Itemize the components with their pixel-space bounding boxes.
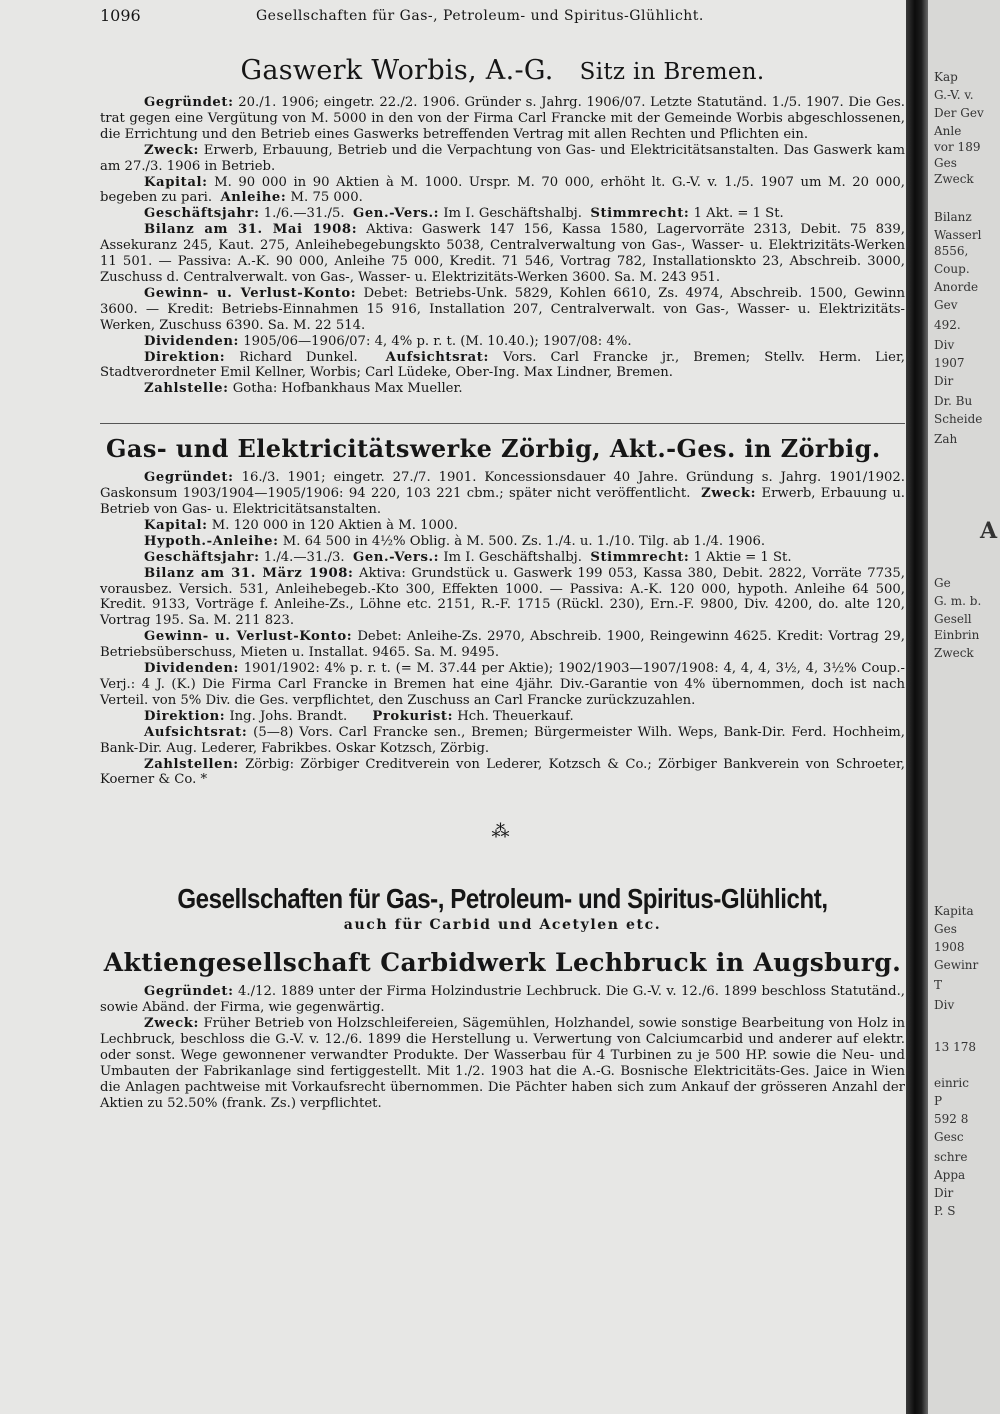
facing-page-text: T [934, 978, 943, 992]
facing-page-fragment [928, 0, 1000, 1414]
facing-page-text: vor 189 [934, 140, 981, 154]
ornament-divider: ⁂ [491, 821, 514, 843]
facing-page-text: Anle [934, 124, 962, 138]
facing-page-text: 13 178 [934, 1040, 976, 1054]
facing-page-text: Dir [934, 1186, 954, 1200]
entry-paragraph: Gegründet: 20./1. 1906; eingetr. 22./2. 1906. Gründer s. Jahrg. 1906/07. Letzte Statutänd. 1./5. 1907. Die Ges. trat gegen eine Vergütung von M. 5000 in den von der Firma Carl Francke mit der Gemeinde Worbis abgeschlossenen, die Errichtung und den Betrieb eines Gaswerks betreffenden Vertrag mit allen Rechten und Pflichten ein. [100, 95, 905, 142]
facing-page-text: Coup. [934, 262, 970, 276]
facing-page-text: 8556, [934, 244, 969, 258]
entry-paragraph: Hypoth.-Anleihe: M. 64 500 in 4½% Oblig. à M. 500. Zs. 1./4. u. 1./10. Tilg. ab 1./4. 1906. [144, 533, 766, 549]
facing-page-text: Dir [934, 374, 954, 388]
facing-page-text: Ges [934, 922, 957, 936]
page-content [100, 40, 905, 1111]
facing-page-text: einric [934, 1076, 969, 1090]
entry-paragraph: Gegründet: 4./12. 1889 unter der Firma Holzindustrie Lechbruck. Die G.-V. v. 12./6. 1899 beschloss Statutänd., sowie Abänd. der Firma, wie gegenwärtig. [100, 984, 905, 1016]
facing-page-text: Gewinr [934, 958, 979, 972]
company-title: Gas- und Elektricitätswerke Zörbig, Akt.-Ges. in Zörbig. [106, 434, 881, 464]
entry-paragraph: Kapital: M. 90 000 in 90 Aktien à M. 1000. Urspr. M. 70 000, erhöht lt. G.-V. v. 1./5. 1907 um M. 20 000, begeben zu pari. Anleihe: M. 75 000. [100, 174, 905, 206]
company-entry [100, 95, 905, 397]
entry-paragraph: Gewinn- u. Verlust-Konto: Debet: Anleihe-Zs. 2970, Abschreib. 1900, Reingewinn 4625. Kredit: Vortrag 29, Betriebsüberschuss, Mieten u. Installat. 9465. Sa. M. 9495. [100, 629, 905, 661]
entry-paragraph: Gegründet: 16./3. 1901; eingetr. 27./7. 1901. Koncessionsdauer 40 Jahre. Gründung s. Jahrg. 1901/1902. Gaskonsum 1903/1904—1905/1906: 94 220, 103 221 cbm.; später nicht veröffentlicht. Zweck: Erwerb, Erbauung u. Betrieb von Gas- u. Elektricitätsanstalten. [100, 470, 906, 518]
facing-page-text: Kapita [934, 904, 974, 918]
section-divider [100, 423, 905, 424]
running-title: Gesellschaften für Gas-, Petroleum- und Spiritus-Glühlicht. [256, 8, 704, 24]
facing-page-text: Zah [934, 432, 958, 446]
facing-page-text: P. S [934, 1204, 956, 1218]
facing-page-text: Gesc [934, 1130, 964, 1144]
company-entry [100, 470, 905, 788]
entry-paragraph: Geschäftsjahr: 1./4.—31./3. Gen.-Vers.: Im I. Geschäftshalbj. Stimmrecht: 1 Aktie = 1 St. [144, 549, 792, 565]
facing-page-text: Ge [934, 576, 951, 590]
entry-paragraph: Dividenden: 1901/1902: 4% p. r. t. (= M. 37.44 per Aktie); 1902/1903—1907/1908: 4, 4, 4, 3½, 4, 3½% Coup.-Verj.: 4 J. (K.) Die Firma Carl Francke in Bremen hat eine 4jähr. Div.-Garantie von 4% übernommen, doch ist nach Verteil. von 5% Div. die Ges. verpflichtet, den Zuschuss an Carl Francke zurückzuzahlen. [100, 661, 905, 708]
section-title: Gesellschaften für Gas-, Petroleum- und Spiritus-Glühlicht, [177, 883, 828, 915]
facing-page-text: Der Gev [934, 106, 984, 120]
entry-paragraph: Zweck: Erwerb, Erbauung, Betrieb und die Verpachtung von Gas- und Elektricitätsanstalten. Das Gaswerk kam am 27./3. 1906 in Betrieb. [100, 142, 905, 174]
entry-paragraph: Zahlstellen: Zörbig: Zörbiger Creditverein von Lederer, Kotzsch & Co.; Zörbiger Bankverein von Schroeter, Koerner & Co. * [100, 756, 905, 788]
facing-page-text: P [934, 1094, 943, 1108]
facing-page-text: Scheide [934, 412, 983, 426]
facing-page-text: Gev [934, 298, 958, 312]
book-gutter [906, 0, 928, 1414]
facing-page-text: G. m. b. [934, 594, 982, 608]
facing-page-text: Div [934, 338, 955, 352]
facing-page-text: G.-V. v. [934, 88, 974, 102]
entry-paragraph: Zahlstelle: Gotha: Hofbankhaus Max Mueller. [144, 381, 463, 397]
entry-paragraph: Geschäftsjahr: 1./6.—31./5. Gen.-Vers.: Im I. Geschäftshalbj. Stimmrecht: 1 Akt. = 1 St. [144, 206, 784, 222]
facing-page-text: 1907 [934, 356, 965, 370]
facing-page-text: Ges [934, 156, 957, 170]
entry-paragraph: Aufsichtsrat: (5—8) Vors. Carl Francke sen., Bremen; Bürgermeister Wilh. Weps, Bank-Dir. Ferd. Hochheim, Bank-Dir. Aug. Lederer, Fabrikbes. Oskar Kotzsch, Zörbig. [100, 724, 905, 756]
company-heading [100, 54, 905, 89]
facing-page-text: Bilanz [934, 210, 972, 224]
entry-paragraph: Bilanz am 31. März 1908: Aktiva: Grundstück u. Gaswerk 199 053, Kassa 380, Debit. 2822, Vorräte 7735, vorausbez. Versich. 531, Anleihebegeb.-Kto 300, Effekten 1000. — Passiva: A.-K. 120 000, hypoth. Anleihe 64 500, Kredit. 9133, Vorträge f. Anleihe-Zs., Löhne etc. 2151, R.-F. 1715 (Rückl. 230), Ern.-F. 9800, Div. 4200, do. alte 120, Vortrag 195. Sa. M. 211 823. [100, 565, 905, 629]
company-title: Gaswerk Worbis, A.-G. [240, 55, 554, 86]
page-number: 1096 [100, 6, 141, 25]
facing-page-text: Wasserl [934, 228, 982, 242]
facing-page-text: Appa [934, 1168, 966, 1182]
facing-page-text: 492. [934, 318, 961, 332]
facing-page-text: 1908 [934, 940, 965, 954]
entry-paragraph: Direktion: Ing. Johs. Brandt. Prokurist: Hch. Theuerkauf. [144, 708, 574, 724]
facing-page-text: Dr. Bu [934, 394, 973, 408]
entry-paragraph: Bilanz am 31. Mai 1908: Aktiva: Gaswerk 147 156, Kassa 1580, Lagervorräte 2313, Debit. 75 839, Assekuranz 245, Kaut. 275, Anleihebegebungskto 5038, Centralverwaltung von Gas-, Wasser- u. Elektrizitäts-Werken 11 501. — Passiva: A.-K. 90 000, Anleihe 75 000, Kredit. 71 546, Vortrag 782, Installationskto 23, Abschreib. 3000, Zuschuss d. Centralverwalt. von Gas-, Wasser- u. Elektrizitäts-Werken 3600. Sa. M. 243 951. [100, 222, 905, 285]
company-seat: Sitz in Bremen. [579, 59, 765, 85]
facing-page-text: Anorde [934, 280, 979, 294]
facing-page-text: Zweck [934, 646, 974, 660]
company-entry [100, 984, 905, 1111]
entry-paragraph: Dividenden: 1905/06—1906/07: 4, 4% p. r. t. (M. 10.40.); 1907/08: 4%. [144, 333, 632, 349]
entry-paragraph: Zweck: Früher Betrieb von Holzschleifereien, Sägemühlen, Holzhandel, sowie sonstige Bearbeitung von Holz in Lechbruck, beschloss die G.-V. v. 12./6. 1899 die Herstellung u. Verwertung von Calciumcarbid und anderer auf elektr. oder sonst. Wege gewonnener verwandter Produkte. Der Wasserbau für 4 Turbinen zu je 500 HP. sowie die Neu- und Umbauten der Fabrikanlage sind fertiggestellt. Mit 1./2. 1903 hat die A.-G. Bosnische Elektricitäts-Ges. Jaice in Wien die Anlagen pachtweise mit Vorkaufsrecht übernommen. Die Pächter haben sich zum Ankauf der grösseren Anzahl der Aktien zu 52.50% (frank. Zs.) verpflichtet. [100, 1015, 905, 1111]
company-title: Aktiengesellschaft Carbidwerk Lechbruck in Augsburg. [103, 948, 902, 978]
facing-page-text: 592 8 [934, 1112, 969, 1126]
facing-page-text: Einbrin [934, 628, 980, 642]
facing-page-text: schre [934, 1150, 968, 1164]
facing-page-text: Zweck [934, 172, 974, 186]
facing-page-text: A [980, 518, 998, 544]
entry-paragraph: Gewinn- u. Verlust-Konto: Debet: Betriebs-Unk. 5829, Kohlen 6610, Zs. 4974, Abschreib. 1500, Gewinn 3600. — Kredit: Betriebs-Einnahmen 15 916, Installation 207, Centralverwalt. von Gas-, Wasser- u. Elektrizitäts-Werken, Zuschuss 6390. Sa. M. 22 514. [100, 285, 905, 333]
facing-page-text: Kap [934, 70, 958, 84]
section-subtitle: auch für Carbid und Acetylen etc. [343, 917, 662, 934]
entry-paragraph: Kapital: M. 120 000 in 120 Aktien à M. 1000. [144, 517, 458, 533]
entry-paragraph: Direktion: Richard Dunkel. Aufsichtsrat: Vors. Carl Francke jr., Bremen; Stellv. Herm. Lier, Stadtverordneter Emil Kellner, Worbis; Carl Lüdeke, Ober-Ing. Max Lindner, Bremen. [100, 349, 905, 381]
facing-page-text: Div [934, 998, 955, 1012]
facing-page-text: Gesell [934, 612, 972, 626]
